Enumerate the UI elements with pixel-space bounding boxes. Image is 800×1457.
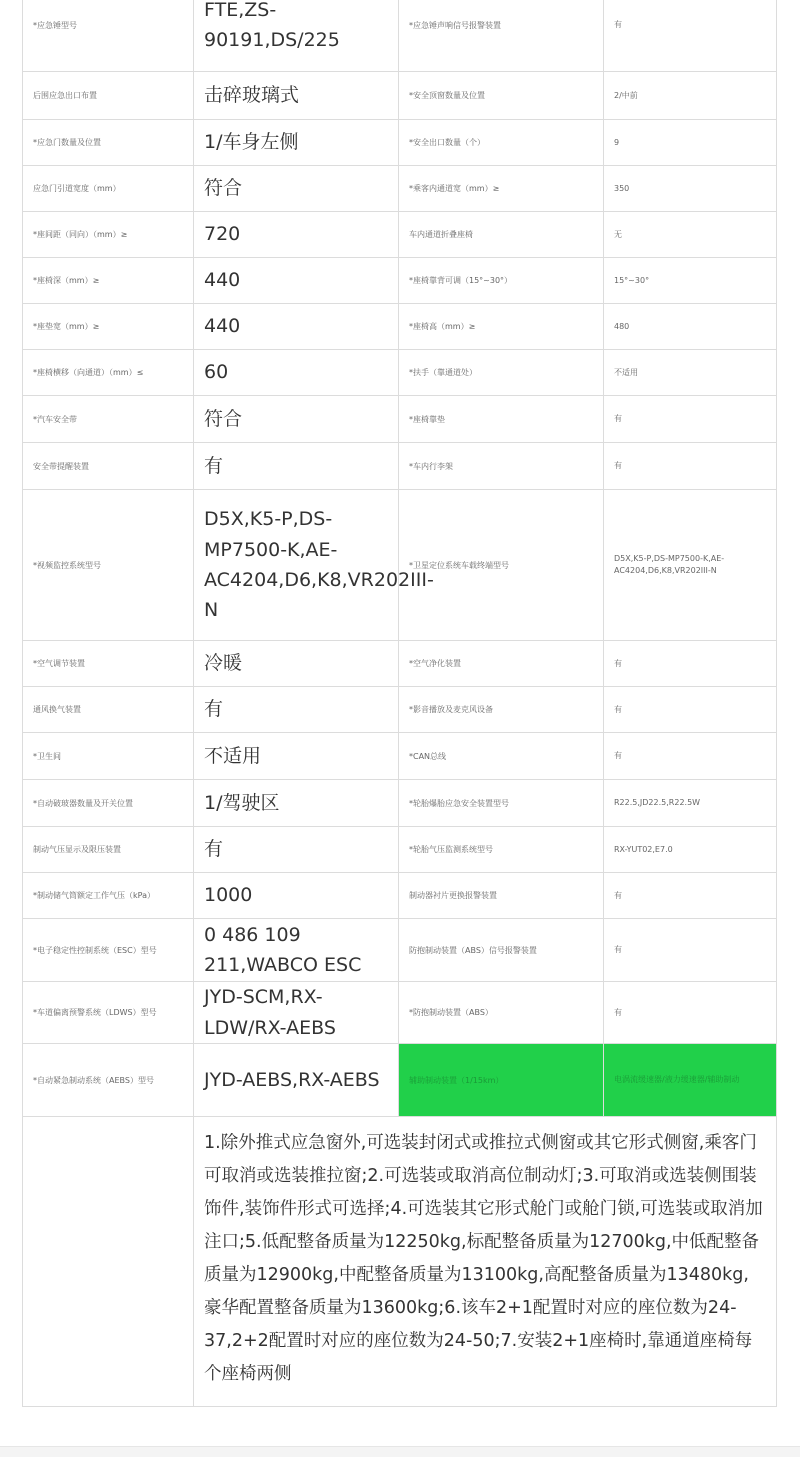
spec-label: 后围应急出口布置 bbox=[23, 72, 194, 120]
spec-value: 440 bbox=[194, 304, 399, 350]
spec-label: *电子稳定性控制系统（ESC）型号 bbox=[23, 919, 194, 982]
spec-value: 有 bbox=[604, 641, 777, 687]
spec-row bbox=[23, 733, 777, 780]
spec-value: 击碎玻璃式 bbox=[194, 72, 399, 120]
spec-value: 有 bbox=[194, 687, 399, 733]
spec-label: *轮胎气压监测系统型号 bbox=[399, 827, 604, 873]
spec-value: FTE,ZS-90191,DS/225 bbox=[194, 0, 399, 72]
spec-row bbox=[23, 166, 777, 212]
spec-label: *轮胎爆胎应急安全装置型号 bbox=[399, 780, 604, 827]
spec-value: 350 bbox=[604, 166, 777, 212]
spec-label: *制动储气筒额定工作气压（kPa） bbox=[23, 873, 194, 919]
spec-value: 60 bbox=[194, 350, 399, 396]
spec-table bbox=[22, 0, 777, 1407]
spec-label: *应急门数量及位置 bbox=[23, 120, 194, 166]
spec-label: 安全带提醒装置 bbox=[23, 443, 194, 490]
note-text: 1.除外推式应急窗外,可选装封闭式或推拉式侧窗或其它形式侧窗,乘客门可取消或选装推拉窗;2.可选装或取消高位制动灯;3.可取消或选装侧围装饰件,装饰件形式可选择;4.可选装其它形式舱门或舱门锁,可选装或取消加注口;5.低配整备质量为12250kg,标配整备质量为12700kg,中低配整备质量为12900kg,中配整备质量为13100kg,高配整备质量为13480kg,豪华配置整备质量为13600kg;6.该车2+1配置时对应的座位数为24-37,2+2配置时对应的座位数为24-50;7.安装2+1座椅时,靠通道座椅每个座椅两侧 bbox=[194, 1117, 777, 1407]
spec-value: R22.5,JD22.5,R22.5W bbox=[604, 780, 777, 827]
spec-label: *汽车安全带 bbox=[23, 396, 194, 443]
spec-label: *车道偏离预警系统（LDWS）型号 bbox=[23, 982, 194, 1044]
spec-label: *视频监控系统型号 bbox=[23, 490, 194, 641]
note-label bbox=[23, 1117, 194, 1407]
spec-label: *自动破玻器数量及开关位置 bbox=[23, 780, 194, 827]
spec-label: *座椅横移（向通道）（mm）≤ bbox=[23, 350, 194, 396]
spec-value: 2/中前 bbox=[604, 72, 777, 120]
spec-row bbox=[23, 120, 777, 166]
spec-value: 720 bbox=[194, 212, 399, 258]
spec-label: 应急门引道宽度（mm） bbox=[23, 166, 194, 212]
spec-row bbox=[23, 258, 777, 304]
spec-label: *空气调节装置 bbox=[23, 641, 194, 687]
spec-row bbox=[23, 641, 777, 687]
spec-row bbox=[23, 982, 777, 1044]
spec-value: 符合 bbox=[194, 166, 399, 212]
spec-label: *乘客内通道宽（mm）≥ bbox=[399, 166, 604, 212]
spec-label: *影音播放及麦克风设备 bbox=[399, 687, 604, 733]
spec-label: *座椅靠垫 bbox=[399, 396, 604, 443]
spec-label: 制动气压显示及限压装置 bbox=[23, 827, 194, 873]
spec-row bbox=[23, 490, 777, 641]
spec-row bbox=[23, 350, 777, 396]
spec-row bbox=[23, 72, 777, 120]
spec-label: *安全出口数量（个） bbox=[399, 120, 604, 166]
spec-value: 有 bbox=[194, 827, 399, 873]
spec-value: 符合 bbox=[194, 396, 399, 443]
spec-value: 不适用 bbox=[194, 733, 399, 780]
spec-row bbox=[23, 212, 777, 258]
spec-label: *卫生间 bbox=[23, 733, 194, 780]
spec-value: JYD-SCM,RX-LDW/RX-AEBS bbox=[194, 982, 399, 1044]
spec-label: *卫星定位系统车载终端型号 bbox=[399, 490, 604, 641]
spec-label: *座垫宽（mm）≥ bbox=[23, 304, 194, 350]
spec-value: D5X,K5-P,DS-MP7500-K,AE-AC4204,D6,K8,VR202III-N bbox=[604, 490, 777, 641]
spec-label: *CAN总线 bbox=[399, 733, 604, 780]
spec-value: 1000 bbox=[194, 873, 399, 919]
spec-label: *座间距（同向）（mm）≥ bbox=[23, 212, 194, 258]
spec-value: 有 bbox=[194, 443, 399, 490]
spec-value: 9 bbox=[604, 120, 777, 166]
spec-value: 有 bbox=[604, 0, 777, 72]
spec-value: 无 bbox=[604, 212, 777, 258]
spec-value: 有 bbox=[604, 919, 777, 982]
spec-label: *车内行李架 bbox=[399, 443, 604, 490]
spec-value: JYD-AEBS,RX-AEBS bbox=[194, 1044, 399, 1117]
spec-value: 440 bbox=[194, 258, 399, 304]
spec-value: 0 486 109 211,WABCO ESC bbox=[194, 919, 399, 982]
spec-row bbox=[23, 1044, 777, 1117]
spec-label: *防抱制动装置（ABS） bbox=[399, 982, 604, 1044]
spec-row bbox=[23, 780, 777, 827]
spec-row bbox=[23, 443, 777, 490]
bottom-bar bbox=[0, 1446, 800, 1457]
spec-row bbox=[23, 827, 777, 873]
spec-value: RX-YUT02,E7.0 bbox=[604, 827, 777, 873]
spec-row bbox=[23, 396, 777, 443]
spec-value: 不适用 bbox=[604, 350, 777, 396]
spec-value: 有 bbox=[604, 982, 777, 1044]
spec-value: 1/驾驶区 bbox=[194, 780, 399, 827]
note-row bbox=[23, 1117, 777, 1407]
spec-value: 电涡流缓速器/液力缓速器/辅助制动 bbox=[604, 1044, 777, 1117]
spec-row bbox=[23, 687, 777, 733]
spec-label: *应急锤型号 bbox=[23, 0, 194, 72]
spec-label: *安全顶窗数量及位置 bbox=[399, 72, 604, 120]
spec-value: 1/车身左侧 bbox=[194, 120, 399, 166]
spec-label: 车内通道折叠座椅 bbox=[399, 212, 604, 258]
spec-label: *座椅深（mm）≥ bbox=[23, 258, 194, 304]
spec-value: 有 bbox=[604, 733, 777, 780]
spec-label: 通风换气装置 bbox=[23, 687, 194, 733]
spec-row bbox=[23, 919, 777, 982]
spec-value: 有 bbox=[604, 443, 777, 490]
spec-label: 防抱制动装置（ABS）信号报警装置 bbox=[399, 919, 604, 982]
spec-label: *座椅靠背可调（15°~30°） bbox=[399, 258, 604, 304]
spec-label: *空气净化装置 bbox=[399, 641, 604, 687]
spec-value: D5X,K5-P,DS-MP7500-K,AE-AC4204,D6,K8,VR202III-N bbox=[194, 490, 399, 641]
spec-label: *应急锤声响信号报警装置 bbox=[399, 0, 604, 72]
spec-value: 480 bbox=[604, 304, 777, 350]
spec-table-body bbox=[23, 0, 777, 1407]
spec-row bbox=[23, 304, 777, 350]
spec-value: 有 bbox=[604, 687, 777, 733]
spec-label: *扶手（靠通道处） bbox=[399, 350, 604, 396]
spec-value: 有 bbox=[604, 396, 777, 443]
spec-row bbox=[23, 873, 777, 919]
spec-row bbox=[23, 0, 777, 72]
spec-value: 15°~30° bbox=[604, 258, 777, 304]
spec-label: *自动紧急制动系统（AEBS）型号 bbox=[23, 1044, 194, 1117]
spec-label: 制动器衬片更换报警装置 bbox=[399, 873, 604, 919]
spec-value: 冷暖 bbox=[194, 641, 399, 687]
spec-label: 辅助制动装置（1/15km） bbox=[399, 1044, 604, 1117]
spec-value: 有 bbox=[604, 873, 777, 919]
spec-label: *座椅高（mm）≥ bbox=[399, 304, 604, 350]
